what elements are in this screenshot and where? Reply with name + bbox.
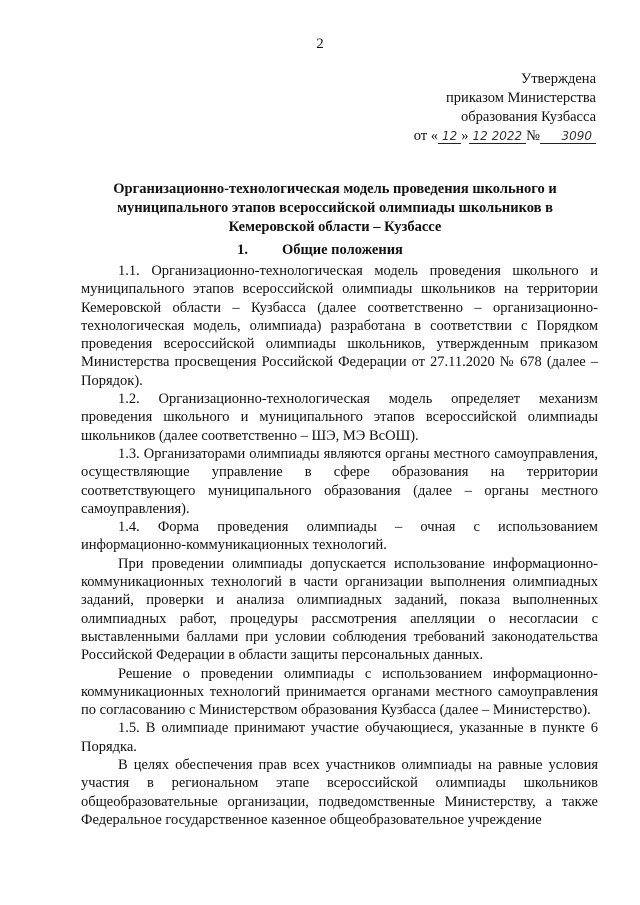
paragraph-equal-rights: В целях обеспечения прав всех участников олимпиады на равные условия участия в региональном этапе всероссийской олимпиады школьников общеобразовательные организации, подведомственные Министерству, а также Федеральное государственное казенное общеобразовательное учреждение [81,757,598,828]
paragraph-ict-usage: При проведении олимпиады допускается использование информационно-коммуникационных технологий в части организации выполнения олимпиадных заданий, проверки и анализа олимпиадных заданий, показа выполненных олимпиадных работ, процедуры рассмотрения апелляции о несогласии с выставленными баллами при условии соблюдения требований законодательства Российской Федерации в области защиты персональных данных. [81,555,598,664]
section-number: 1. [237,242,248,258]
handwritten-order-number: 3090 [540,129,596,144]
section-title: Общие положения [281,242,403,258]
paragraph-1-1: 1.1. Организационно-технологическая модель проведения школьного и муниципального этапов всероссийской олимпиады школьников на территории Кемеровской области – Кузбасса (далее соответственно – организационно-технологическая модель, олимпиада) разработана в соответствии с Порядком проведения всероссийской олимпиады школьников, утвержденным приказом Министерства просвещения Российской Федерации от 27.11.2020 № 678 (далее – Порядок). [81,263,598,389]
handwritten-day: 12 [438,129,461,144]
date-prefix: от « [413,128,438,144]
page-number: 2 [316,36,324,52]
approval-line-3: образования Кузбасса [461,109,596,125]
paragraph-ict-decision: Решение о проведении олимпиады с использованием информационно-коммуникационных технологий принимается органами местного самоуправления по согласованию с Министерством образования Кузбасса (далее – Министерство). [81,665,598,719]
paragraph-1-4: 1.4. Форма проведения олимпиады – очная с использованием информационно-коммуникационных технологий. [81,519,598,554]
approval-block [414,70,596,146]
document-body [81,262,598,829]
paragraph-1-3: 1.3. Организаторами олимпиады являются органы местного самоуправления, осуществляющие управление в сфере образования на территории соответствующего муниципального образования (далее – органы местного самоуправления). [81,445,598,517]
paragraph-1-2: 1.2. Организационно-технологическая модель определяет механизм проведения школьного и муниципального этапов всероссийской олимпиады школьников (далее соответственно – ШЭ, МЭ ВсОШ). [81,391,598,444]
section-heading [0,242,640,259]
number-prefix: № [526,128,540,144]
handwritten-month-year: 12 2022 [469,129,527,144]
document-title: Организационно-технологическая модель проведения школьного и муниципального этапов всероссийской олимпиады школьников в Кемеровской области – Кузбассе [113,181,557,235]
date-mid: » [461,128,469,144]
approval-line-1: Утверждена [520,71,596,87]
approval-line-2: приказом Министерства [446,90,596,106]
approval-date-line [414,127,596,146]
paragraph-1-5: 1.5. В олимпиаде принимают участие обучающиеся, указанные в пункте 6 Порядка. [81,720,598,755]
